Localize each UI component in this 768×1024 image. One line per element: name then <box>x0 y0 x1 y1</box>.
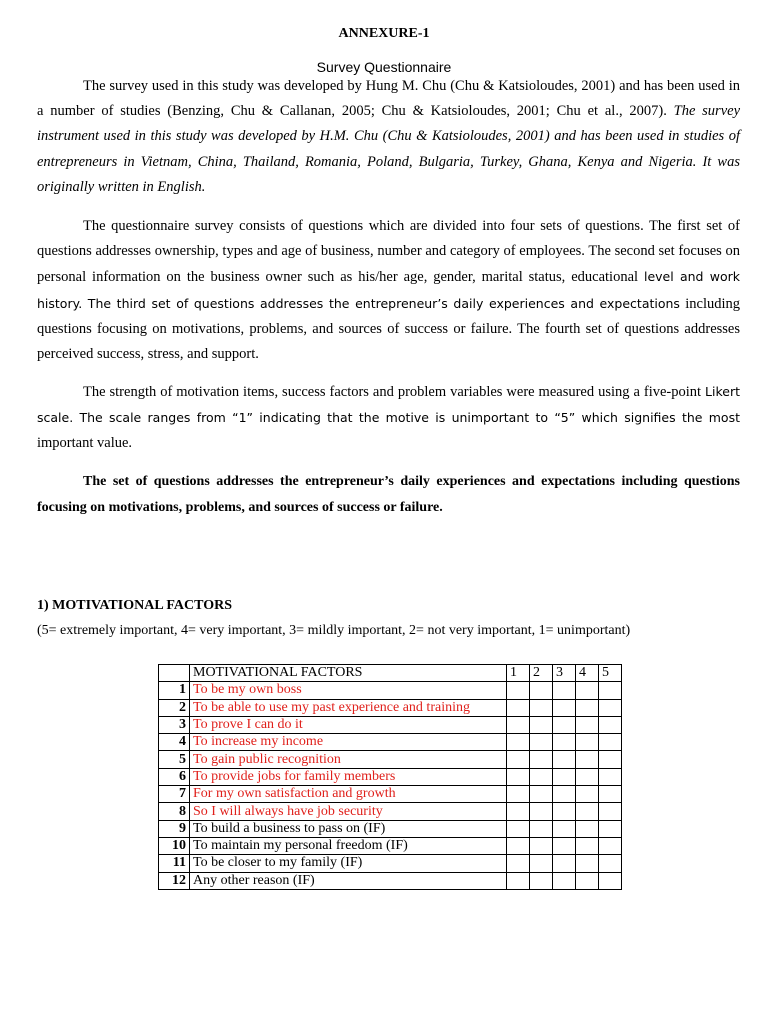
rating-cell[interactable] <box>507 768 530 785</box>
row-label: So I will always have job security <box>190 803 507 820</box>
rating-cell[interactable] <box>553 786 576 803</box>
paragraph-text: Likert scale. The scale ranges from “1” indicating that the motive is unimportant to “5” which signifies the most <box>37 384 740 426</box>
rating-cell[interactable] <box>599 734 622 751</box>
row-number: 7 <box>159 786 190 803</box>
rating-cell[interactable] <box>599 837 622 854</box>
rating-cell[interactable] <box>599 786 622 803</box>
rating-cell[interactable] <box>576 682 599 699</box>
table-row <box>159 768 622 785</box>
rating-cell[interactable] <box>576 786 599 803</box>
rating-cell[interactable] <box>553 768 576 785</box>
row-label: Any other reason (IF) <box>190 872 507 889</box>
row-number: 10 <box>159 837 190 854</box>
paragraph-question-set: The set of questions addresses the entrepreneur’s daily experiences and expectations including questions focusing on motivations, problems, and sources of success or failure. <box>37 474 740 515</box>
table-row <box>159 682 622 699</box>
row-label: To provide jobs for family members <box>190 768 507 785</box>
row-label: To be closer to my family (IF) <box>190 855 507 872</box>
rating-cell[interactable] <box>553 855 576 872</box>
rating-cell[interactable] <box>530 820 553 837</box>
rating-cell[interactable] <box>530 872 553 889</box>
paragraph-text: including questions focusing on motivations, problems, and sources of success or failure. The fourth set of questions addresses perceived success, stress, and support. <box>37 295 741 363</box>
table-header-scale: 4 <box>576 665 599 682</box>
rating-cell[interactable] <box>553 699 576 716</box>
rating-cell[interactable] <box>576 803 599 820</box>
rating-cell[interactable] <box>576 768 599 785</box>
rating-cell[interactable] <box>530 837 553 854</box>
table-header-scale: 2 <box>530 665 553 682</box>
rating-cell[interactable] <box>576 872 599 889</box>
rating-cell[interactable] <box>530 855 553 872</box>
table-row <box>159 734 622 751</box>
section-heading: 1) MOTIVATIONAL FACTORS <box>37 598 232 613</box>
rating-cell[interactable] <box>599 872 622 889</box>
rating-cell[interactable] <box>553 872 576 889</box>
row-number: 11 <box>159 855 190 872</box>
rating-cell[interactable] <box>553 751 576 768</box>
rating-cell[interactable] <box>507 734 530 751</box>
rating-cell[interactable] <box>530 751 553 768</box>
row-label: To be able to use my past experience and training <box>190 699 507 716</box>
rating-cell[interactable] <box>507 751 530 768</box>
paragraph-likert-scale <box>37 379 740 457</box>
table-row <box>159 855 622 872</box>
rating-cell[interactable] <box>576 837 599 854</box>
row-number: 1 <box>159 682 190 699</box>
rating-cell[interactable] <box>576 734 599 751</box>
rating-cell[interactable] <box>507 855 530 872</box>
rating-cell[interactable] <box>553 820 576 837</box>
rating-cell[interactable] <box>530 734 553 751</box>
annexure-label: ANNEXURE-1 <box>338 26 430 41</box>
rating-cell[interactable] <box>599 716 622 733</box>
rating-cell[interactable] <box>576 716 599 733</box>
rating-cell[interactable] <box>530 786 553 803</box>
rating-cell[interactable] <box>599 751 622 768</box>
rating-cell[interactable] <box>576 751 599 768</box>
table-header-scale: 1 <box>507 665 530 682</box>
rating-cell[interactable] <box>553 716 576 733</box>
table-header-blank <box>159 665 190 682</box>
rating-cell[interactable] <box>507 682 530 699</box>
rating-cell[interactable] <box>507 837 530 854</box>
row-number: 5 <box>159 751 190 768</box>
row-label: For my own satisfaction and growth <box>190 786 507 803</box>
rating-cell[interactable] <box>507 786 530 803</box>
table-row <box>159 803 622 820</box>
table-row <box>159 837 622 854</box>
rating-cell[interactable] <box>507 699 530 716</box>
rating-cell[interactable] <box>507 872 530 889</box>
paragraph-italic-text: The survey instrument used in this study was developed by H.M. Chu (Chu & Katsioloudes, 2001) and has been used in studies of entrepreneurs in Vietnam, China, Thailand, Romania, Poland, Bulgaria, Turkey, Ghana, Kenya and Nigeria. It was originally written in English. <box>37 103 741 195</box>
rating-cell[interactable] <box>553 803 576 820</box>
table-row <box>159 699 622 716</box>
row-number: 2 <box>159 699 190 716</box>
rating-cell[interactable] <box>599 682 622 699</box>
rating-cell[interactable] <box>576 699 599 716</box>
rating-cell[interactable] <box>553 734 576 751</box>
table-header-scale: 5 <box>599 665 622 682</box>
rating-cell[interactable] <box>553 837 576 854</box>
paragraph-survey-structure <box>37 214 740 367</box>
rating-cell[interactable] <box>507 820 530 837</box>
motivational-factors-table <box>158 664 622 890</box>
rating-cell[interactable] <box>599 699 622 716</box>
table-row <box>159 751 622 768</box>
paragraph-survey-origin <box>37 74 740 200</box>
table-row <box>159 786 622 803</box>
rating-cell[interactable] <box>530 716 553 733</box>
row-label: To build a business to pass on (IF) <box>190 820 507 837</box>
rating-cell[interactable] <box>507 716 530 733</box>
row-label: To prove I can do it <box>190 716 507 733</box>
table-header-scale: 3 <box>553 665 576 682</box>
table-row <box>159 820 622 837</box>
table-header-row <box>159 665 622 682</box>
row-number: 3 <box>159 716 190 733</box>
row-number: 9 <box>159 820 190 837</box>
rating-cell[interactable] <box>576 820 599 837</box>
row-label: To be my own boss <box>190 682 507 699</box>
rating-cell[interactable] <box>599 803 622 820</box>
rating-cell[interactable] <box>576 855 599 872</box>
rating-cell[interactable] <box>530 682 553 699</box>
row-number: 4 <box>159 734 190 751</box>
rating-cell[interactable] <box>530 699 553 716</box>
table-header-label: MOTIVATIONAL FACTORS <box>190 665 507 682</box>
paragraph-text: important value. <box>37 435 133 452</box>
rating-cell[interactable] <box>530 768 553 785</box>
paragraph-text: level and work history. The third set of questions addresses the entrepreneur’s daily experiences and expectations <box>37 269 740 311</box>
page-title: Survey Questionnaire <box>316 59 452 75</box>
rating-cell[interactable] <box>530 803 553 820</box>
row-number: 6 <box>159 768 190 785</box>
table-row <box>159 716 622 733</box>
row-number: 12 <box>159 872 190 889</box>
paragraph-text: The questionnaire survey consists of questions which are divided into four sets of questions. The first set of questions addresses ownership, types and age of business, number and category of employees. The second set focuses on personal information on the business owner such as his/her age, gender, marital status, educational <box>37 218 740 286</box>
row-label: To increase my income <box>190 734 507 751</box>
paragraph-text: The survey used in this study was developed by Hung M. Chu (Chu & Katsioloudes, 2001) and has been used in a number of studies (Benzing, Chu & Callanan, 2005; Chu & Katsioloudes, 2001; Chu et al., 2007). <box>37 78 740 120</box>
rating-cell[interactable] <box>599 768 622 785</box>
scale-legend: (5= extremely important, 4= very important, 3= mildly important, 2= not very important, 1= unimportant) <box>37 623 631 638</box>
row-label: To maintain my personal freedom (IF) <box>190 837 507 854</box>
table-row <box>159 872 622 889</box>
rating-cell[interactable] <box>553 682 576 699</box>
rating-cell[interactable] <box>507 803 530 820</box>
row-label: To gain public recognition <box>190 751 507 768</box>
rating-cell[interactable] <box>599 855 622 872</box>
row-number: 8 <box>159 803 190 820</box>
paragraph-text: The strength of motivation items, success factors and problem variables were measured using a five-point <box>83 384 706 400</box>
rating-cell[interactable] <box>599 820 622 837</box>
